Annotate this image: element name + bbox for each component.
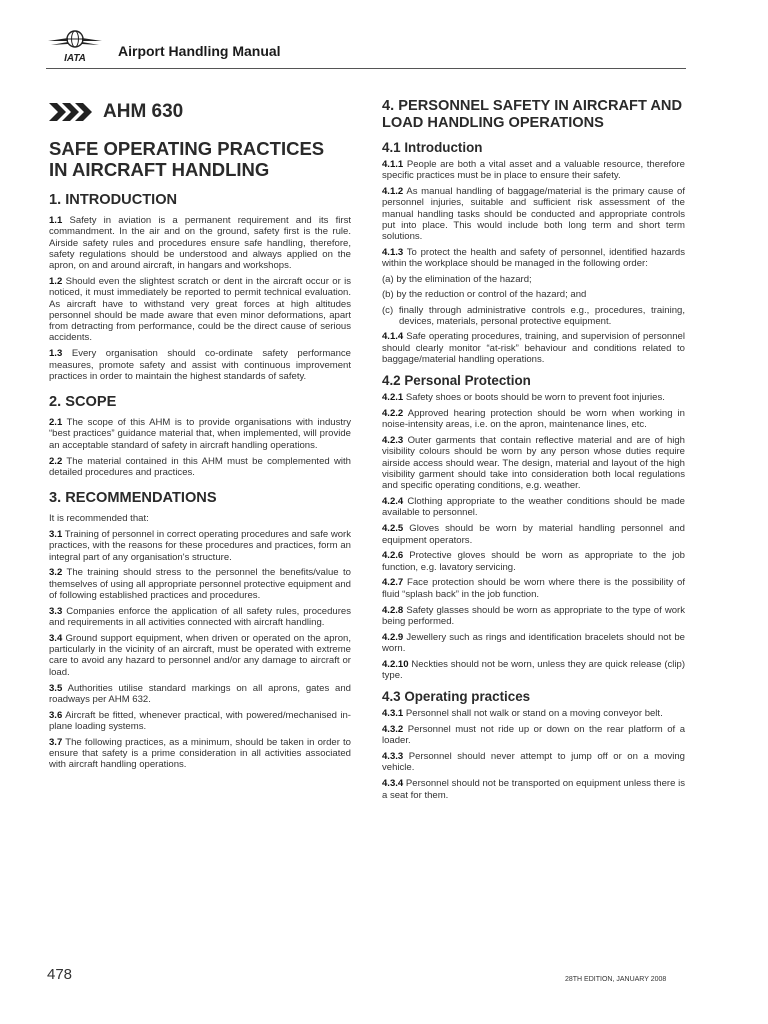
- paragraph-4-3-2: 4.3.2 Personnel must not ride up or down on the rear platform of a loader.: [382, 724, 685, 747]
- paragraph-3-6: 3.6 Aircraft be fitted, whenever practical, with powered/mechanised in-plane loading systems.: [49, 709, 351, 732]
- list-item-c: (c) finally through administrative controls e.g., procedures, training, devices, materials, personal protective equipment.: [382, 304, 685, 328]
- document-title-line-1: SAFE OPERATING PRACTICES: [49, 138, 325, 159]
- section-heading-recommendations: 3. RECOMMENDATIONS: [49, 490, 217, 507]
- paragraph-2-2: 2.2 The material contained in this AHM must be complemented with detailed procedures and practices.: [49, 455, 351, 478]
- paragraph-4-2-10: 4.2.10 Neckties should not be worn, unless they are quick release (clip) type.: [382, 658, 685, 681]
- section-heading-personnel-safety: 4. PERSONNEL SAFETY IN AIRCRAFT AND LOAD HANDLING OPERATIONS: [382, 98, 683, 131]
- paragraph-3-5: 3.5 Authorities utilise standard markings on all aprons, gates and roadways per AHM 632.: [49, 682, 351, 705]
- paragraph-3-3: 3.3 Companies enforce the application of all safety rules, procedures and requirements in all activities connected with aircraft handling.: [49, 605, 351, 629]
- paragraph-4-2-7: 4.2.7 Face protection should be worn where there is the possibility of fluid “splash back” in the job function.: [382, 577, 685, 600]
- paragraph-4-3-3: 4.3.3 Personnel should never attempt to jump off or on a moving vehicle.: [382, 751, 685, 774]
- paragraph-2-1: 2.1 The scope of this AHM is to provide organisations with industry “best practices” guidance material that, when implemented, will provide an acceptable standard of safety in aircraft handling operations.: [49, 417, 351, 451]
- list-item-b: (b) by the reduction or control of the hazard; and: [382, 289, 587, 301]
- manual-title: Airport Handling Manual: [118, 43, 281, 59]
- header-divider: [46, 68, 686, 69]
- paragraph-4-1-4: 4.1.4 Safe operating procedures, training, and supervision of personnel should clearly monitor “at-risk” behaviour and conditions related to baggage/material handling operations.: [382, 331, 685, 365]
- paragraph-4-3-1: 4.3.1 Personnel shall not walk or stand on a moving conveyor belt.: [382, 708, 663, 720]
- document-title-line-2: IN AIRCRAFT HANDLING: [49, 159, 270, 180]
- chevron-arrows-icon: [49, 101, 95, 123]
- left-column: [49, 96, 351, 775]
- paragraph-4-2-3: 4.2.3 Outer garments that contain reflective material and are of high visibility colours should be worn by any person whose duties require airside access should wear. The design, material and layout of the high visibility garment should take into consideration both local regulations and specific operating conditions, e.g. weather.: [382, 435, 685, 492]
- paragraph-4-1-1: 4.1.1 People are both a vital asset and a valuable resource, therefore specific practices must be in place to ensure their safety.: [382, 159, 685, 182]
- paragraph-1-1: 1.1 Safety in aviation is a permanent requirement and its first commandment. In the air and on the ground, safety first is the rule. Airside safety rules and procedures ensure safe handling, therefore, safety regulations should be understood and always applied on the apron, on and around aircraft, in hangars and workshops.: [49, 215, 351, 272]
- subsection-heading-introduction: 4.1 Introduction: [382, 140, 483, 155]
- paragraph-3-1: 3.1 Training of personnel in correct operating procedures and safe work practices, with the reasons for these procedures and practices, form an integral part of any organisation's structure.: [49, 528, 351, 563]
- list-item-a: (a) by the elimination of the hazard;: [382, 274, 532, 286]
- paragraph-3-4: 3.4 Ground support equipment, when driven or operated on the apron, particularly in the vicinity of an aircraft, must be operated with extreme care to avoid any hazard to personnel and/or any damage to aircraft or load.: [49, 632, 351, 678]
- svg-text:IATA: IATA: [64, 53, 86, 64]
- subsection-heading-operating-practices: 4.3 Operating practices: [382, 689, 531, 705]
- paragraph-4-3-4: 4.3.4 Personnel should not be transported on equipment unless there is a seat for them.: [382, 778, 685, 801]
- subsection-heading-personal-protection: 4.2 Personal Protection: [382, 373, 531, 389]
- paragraph-4-2-1: 4.2.1 Safety shoes or boots should be worn to prevent foot injuries.: [382, 392, 665, 404]
- page-number: 478: [47, 966, 73, 983]
- document-title: [49, 138, 351, 180]
- paragraph-4-2-4: 4.2.4 Clothing appropriate to the weather conditions should be made available to personnel.: [382, 496, 685, 519]
- right-column: [382, 96, 685, 805]
- paragraph-1-2: 1.2 Should even the slightest scratch or dent in the aircraft occur or is noticed, it must immediately be reported to permit technical evaluation. As aircraft have to withstand very great forces at high altitudes personnel should be made aware that even minor deformations, apart from detracting from performance, could be the direct cause of serious accidents.: [49, 275, 351, 344]
- edition-label: 28TH EDITION, JANUARY 2008: [565, 976, 667, 983]
- page-header: [46, 28, 686, 68]
- paragraph-4-2-9: 4.2.9 Jewellery such as rings and identification bracelets should not be worn.: [382, 631, 685, 654]
- paragraph-4-1-2: 4.1.2 As manual handling of baggage/material is the primary cause of personnel injuries, suitable and sufficient risk assessment of the manual handling tasks should be conducted and appropriate controls put into place. This would include both long term and short term solutions.: [382, 186, 685, 243]
- paragraph-4-2-5: 4.2.5 Gloves should be worn by material handling personnel and equipment operators.: [382, 523, 685, 546]
- paragraph-3-7: 3.7 The following practices, as a minimum, should be taken in order to ensure that safety is a prime consideration in all activities associated with aircraft handling operations.: [49, 736, 351, 771]
- section-heading-scope: 2. SCOPE: [49, 394, 117, 411]
- paragraph-3-2: 3.2 The training should stress to the personnel the benefits/value to themselves of using all appropriate personnel protective equipment and of following established practices and procedures.: [49, 567, 351, 601]
- paragraph-4-1-3: 4.1.3 To protect the health and safety of personnel, identified hazards within the workplace should be managed in the following order:: [382, 247, 685, 270]
- iata-logo: [46, 28, 104, 64]
- paragraph-4-2-2: 4.2.2 Approved hearing protection should be worn when working in noise-intensity areas, i.e. on the apron, maintenance lines, etc.: [382, 408, 685, 431]
- paragraph-3-intro: It is recommended that:: [49, 513, 149, 525]
- paragraph-1-3: 1.3 Every organisation should co-ordinate safety performance measures, promote safety and assist with continuous improvement practices in order to maintain the highest standards of safety.: [49, 348, 351, 382]
- section-heading-introduction: 1. INTRODUCTION: [49, 192, 178, 208]
- paragraph-4-2-8: 4.2.8 Safety glasses should be worn as appropriate to the type of work being performed.: [382, 604, 685, 627]
- ahm-heading: [49, 98, 351, 126]
- paragraph-4-2-6: 4.2.6 Protective gloves should be worn as appropriate to the job function, e.g. lavatory servicing.: [382, 550, 685, 573]
- ahm-code: AHM 630: [103, 101, 184, 122]
